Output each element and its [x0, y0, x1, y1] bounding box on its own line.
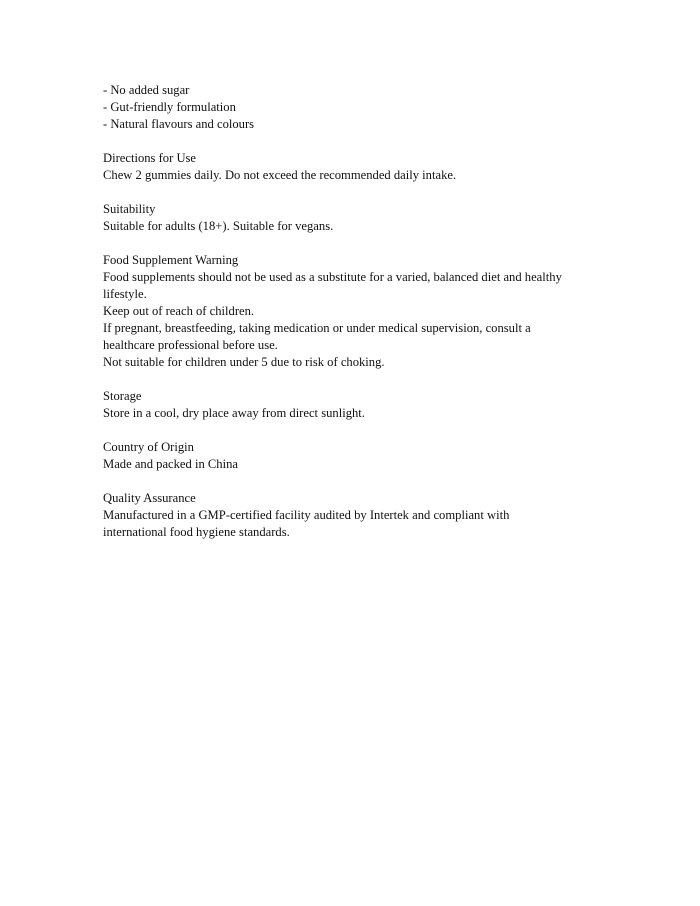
- storage-heading: Storage: [103, 389, 142, 403]
- suitability-section: [103, 201, 623, 235]
- directions-text: Chew 2 gummies daily. Do not exceed the recommended daily intake.: [103, 168, 457, 182]
- origin-heading: Country of Origin: [103, 440, 194, 454]
- feature-bullet-list: [103, 82, 623, 133]
- quality-text: Manufactured in a GMP-certified facility audited by Intertek and compliant with: [103, 508, 510, 522]
- suitability-heading: Suitability: [103, 202, 156, 216]
- storage-text: Store in a cool, dry place away from direct sunlight.: [103, 406, 365, 420]
- warning-text: Food supplements should not be used as a substitute for a varied, balanced diet and healthy: [103, 270, 562, 284]
- warning-text: lifestyle.: [103, 287, 147, 301]
- suitability-text: Suitable for adults (18+). Suitable for vegans.: [103, 219, 334, 233]
- warning-section: [103, 252, 623, 371]
- warning-heading: Food Supplement Warning: [103, 253, 239, 267]
- bullet-item: - Gut-friendly formulation: [103, 100, 236, 114]
- warning-text: Not suitable for children under 5 due to risk of choking.: [103, 355, 385, 369]
- quality-text: international food hygiene standards.: [103, 525, 290, 539]
- bullet-item: - No added sugar: [103, 83, 190, 97]
- warning-text: If pregnant, breastfeeding, taking medication or under medical supervision, consult a: [103, 321, 531, 335]
- quality-section: [103, 490, 623, 541]
- directions-section: [103, 150, 623, 184]
- origin-section: [103, 439, 623, 473]
- storage-section: [103, 388, 623, 422]
- quality-heading: Quality Assurance: [103, 491, 196, 505]
- warning-text: Keep out of reach of children.: [103, 304, 255, 318]
- bullet-item: - Natural flavours and colours: [103, 117, 255, 131]
- warning-text: healthcare professional before use.: [103, 338, 278, 352]
- origin-text: Made and packed in China: [103, 457, 238, 471]
- document-body: [103, 82, 623, 541]
- directions-heading: Directions for Use: [103, 151, 197, 165]
